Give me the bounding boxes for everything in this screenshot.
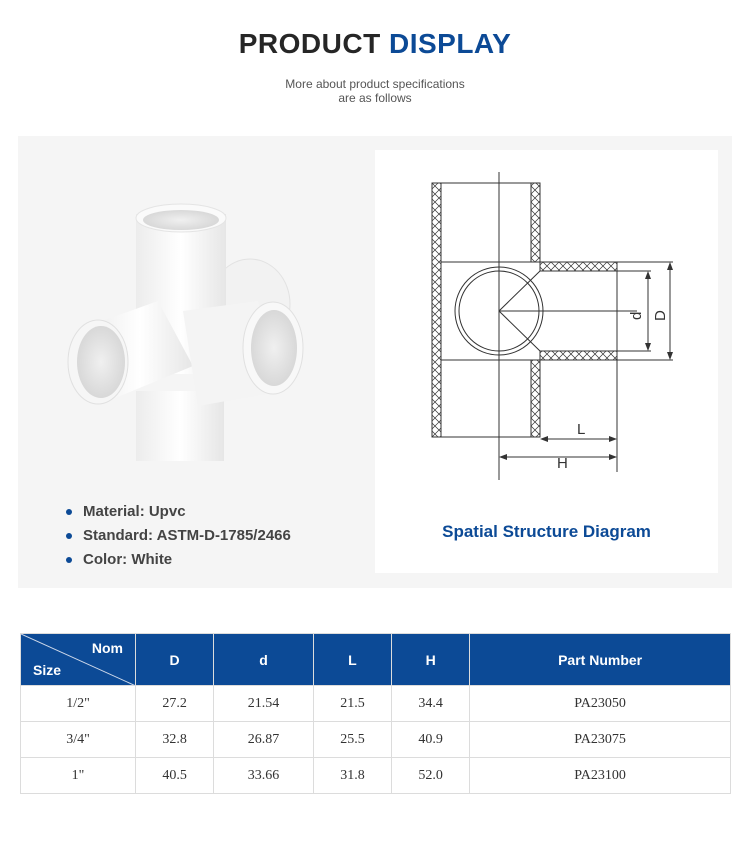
corner-header: Nom Size (21, 634, 136, 686)
column-header-d: d (214, 634, 314, 686)
column-header-H: H (392, 634, 470, 686)
bullet-icon (66, 557, 72, 563)
label-d: d (628, 311, 645, 320)
title-part2: DISPLAY (388, 28, 512, 59)
product-panel (18, 136, 732, 588)
subtitle-line2: are as follows (338, 91, 412, 105)
subtitle (0, 77, 750, 105)
technical-drawing (375, 150, 718, 510)
label-D: D (652, 310, 669, 321)
table-row: 3/4" 32.8 26.87 25.5 40.9 PA23075 (21, 722, 731, 758)
table-header-row (21, 634, 731, 686)
spec-item-color: Color: White (66, 548, 291, 572)
title-part1: PRODUCT (238, 28, 381, 59)
column-header-L: L (313, 634, 391, 686)
column-header-D: D (136, 634, 214, 686)
spec-list (66, 500, 291, 572)
subtitle-line1: More about product specifications (285, 77, 465, 91)
table-row: 1/2" 27.2 21.54 21.5 34.4 PA23050 (21, 686, 731, 722)
structure-diagram (375, 150, 718, 573)
table-row: 1" 40.5 33.66 31.8 52.0 PA23100 (21, 758, 731, 794)
spec-item-standard: Standard: ASTM-D-1785/2466 (66, 524, 291, 548)
bullet-icon (66, 533, 72, 539)
diagram-caption: Spatial Structure Diagram (442, 522, 651, 541)
spec-item-material: Material: Upvc (66, 500, 291, 524)
label-L: L (577, 421, 586, 438)
label-H: H (557, 455, 568, 472)
bullet-icon (66, 509, 72, 515)
page-title (0, 28, 750, 60)
product-photo (18, 136, 375, 488)
spec-table (20, 633, 731, 794)
column-header-part-number: Part Number (470, 634, 731, 686)
